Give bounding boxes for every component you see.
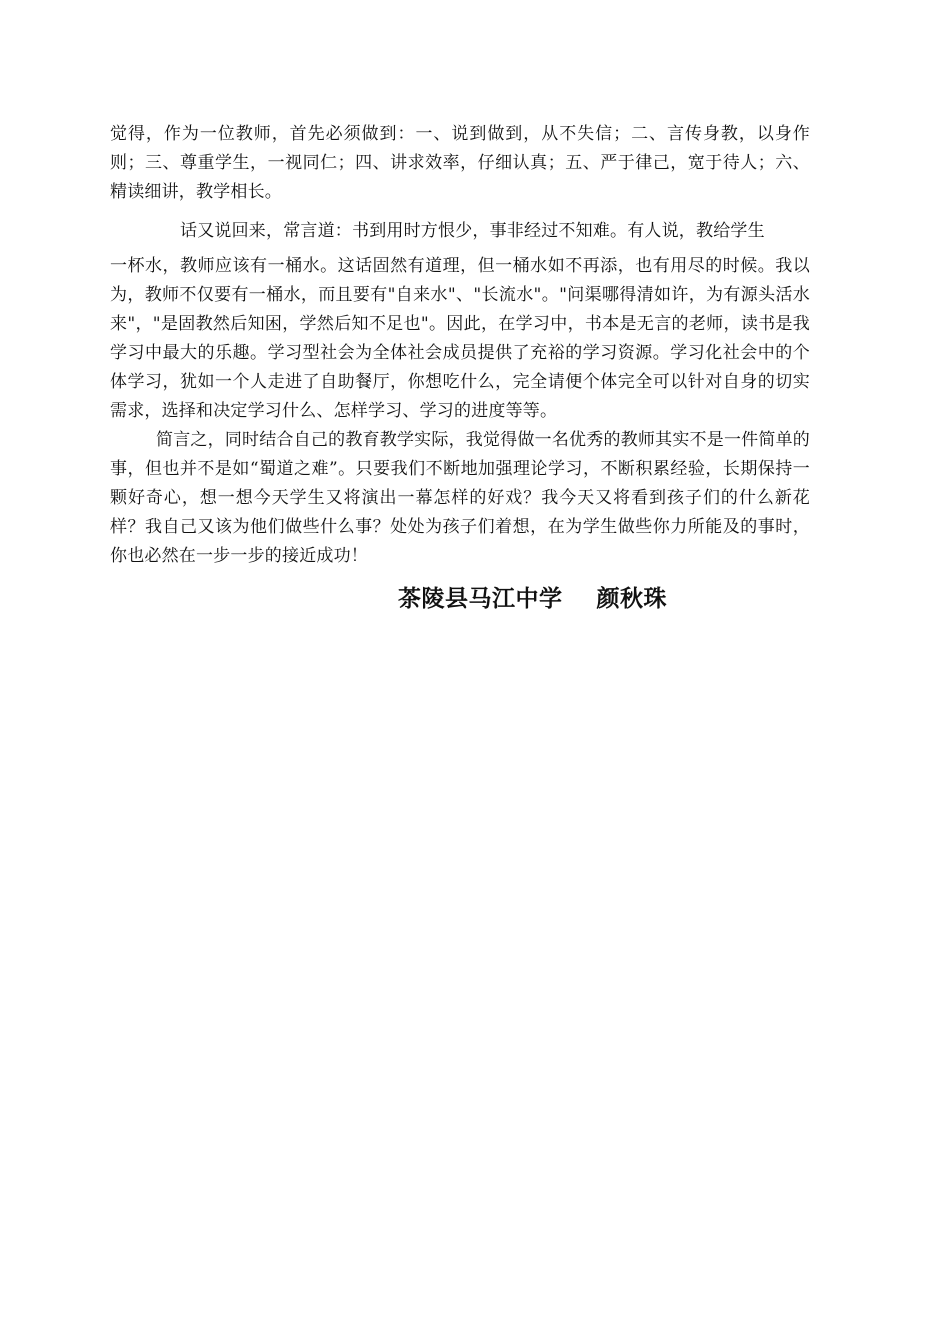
paragraph-learning-body: 一杯水，教师应该有一桶水。这话固然有道理，但一桶水如不再添，也有用尽的时候。我以为，教师不仅要有一桶水，而且要有"自来水"、"长流水"。"问渠哪得清如许，为有源头活水来"，"是固教然后知困，学然后知不足也"。因此，在学习中，书本是无言的老师，读书是我学习中最大的乐趣。学习型社会为全体社会成员提供了充裕的学习资源。学习化社会中的个体学习，犹如一个人走进了自助餐厅，你想吃什么，完全请便个体完全可以针对自身的切实需求，选择和决定学习什么、怎样学习、学习的进度等等。 — [110, 256, 810, 421]
author-signature: 茶陵县马江中学 颜秋珠 — [398, 586, 668, 612]
paragraph-conclusion: 简言之，同时结合自己的教育教学实际，我觉得做一名优秀的教师其实不是一件简单的事，但也并不是如“蜀道之难”。只要我们不断地加强理论学习，不断积累经验，长期保持一颗好奇心，想一想今天学生又将演出一幕怎样的好戏？我今天又将看到孩子们的什么新花样？我自己又该为他们做些什么事？处处为孩子们着想，在为学生做些你力所能及的事时，你也必然在一步一步的接近成功！ — [110, 430, 810, 566]
paragraph-learning-intro: 话又说回来，常言道：书到用时方恨少，事非经过不知难。有人说，教给学生 — [180, 221, 765, 241]
paragraph-teacher-principles: 觉得，作为一位教师，首先必须做到：一、说到做到，从不失信；二、言传身教，以身作则；三、尊重学生，一视同仁；四、讲求效率，仔细认真；五、严于律己，宽于待人；六、精读细讲，教学相长。 — [110, 124, 810, 202]
document-body — [110, 120, 810, 571]
